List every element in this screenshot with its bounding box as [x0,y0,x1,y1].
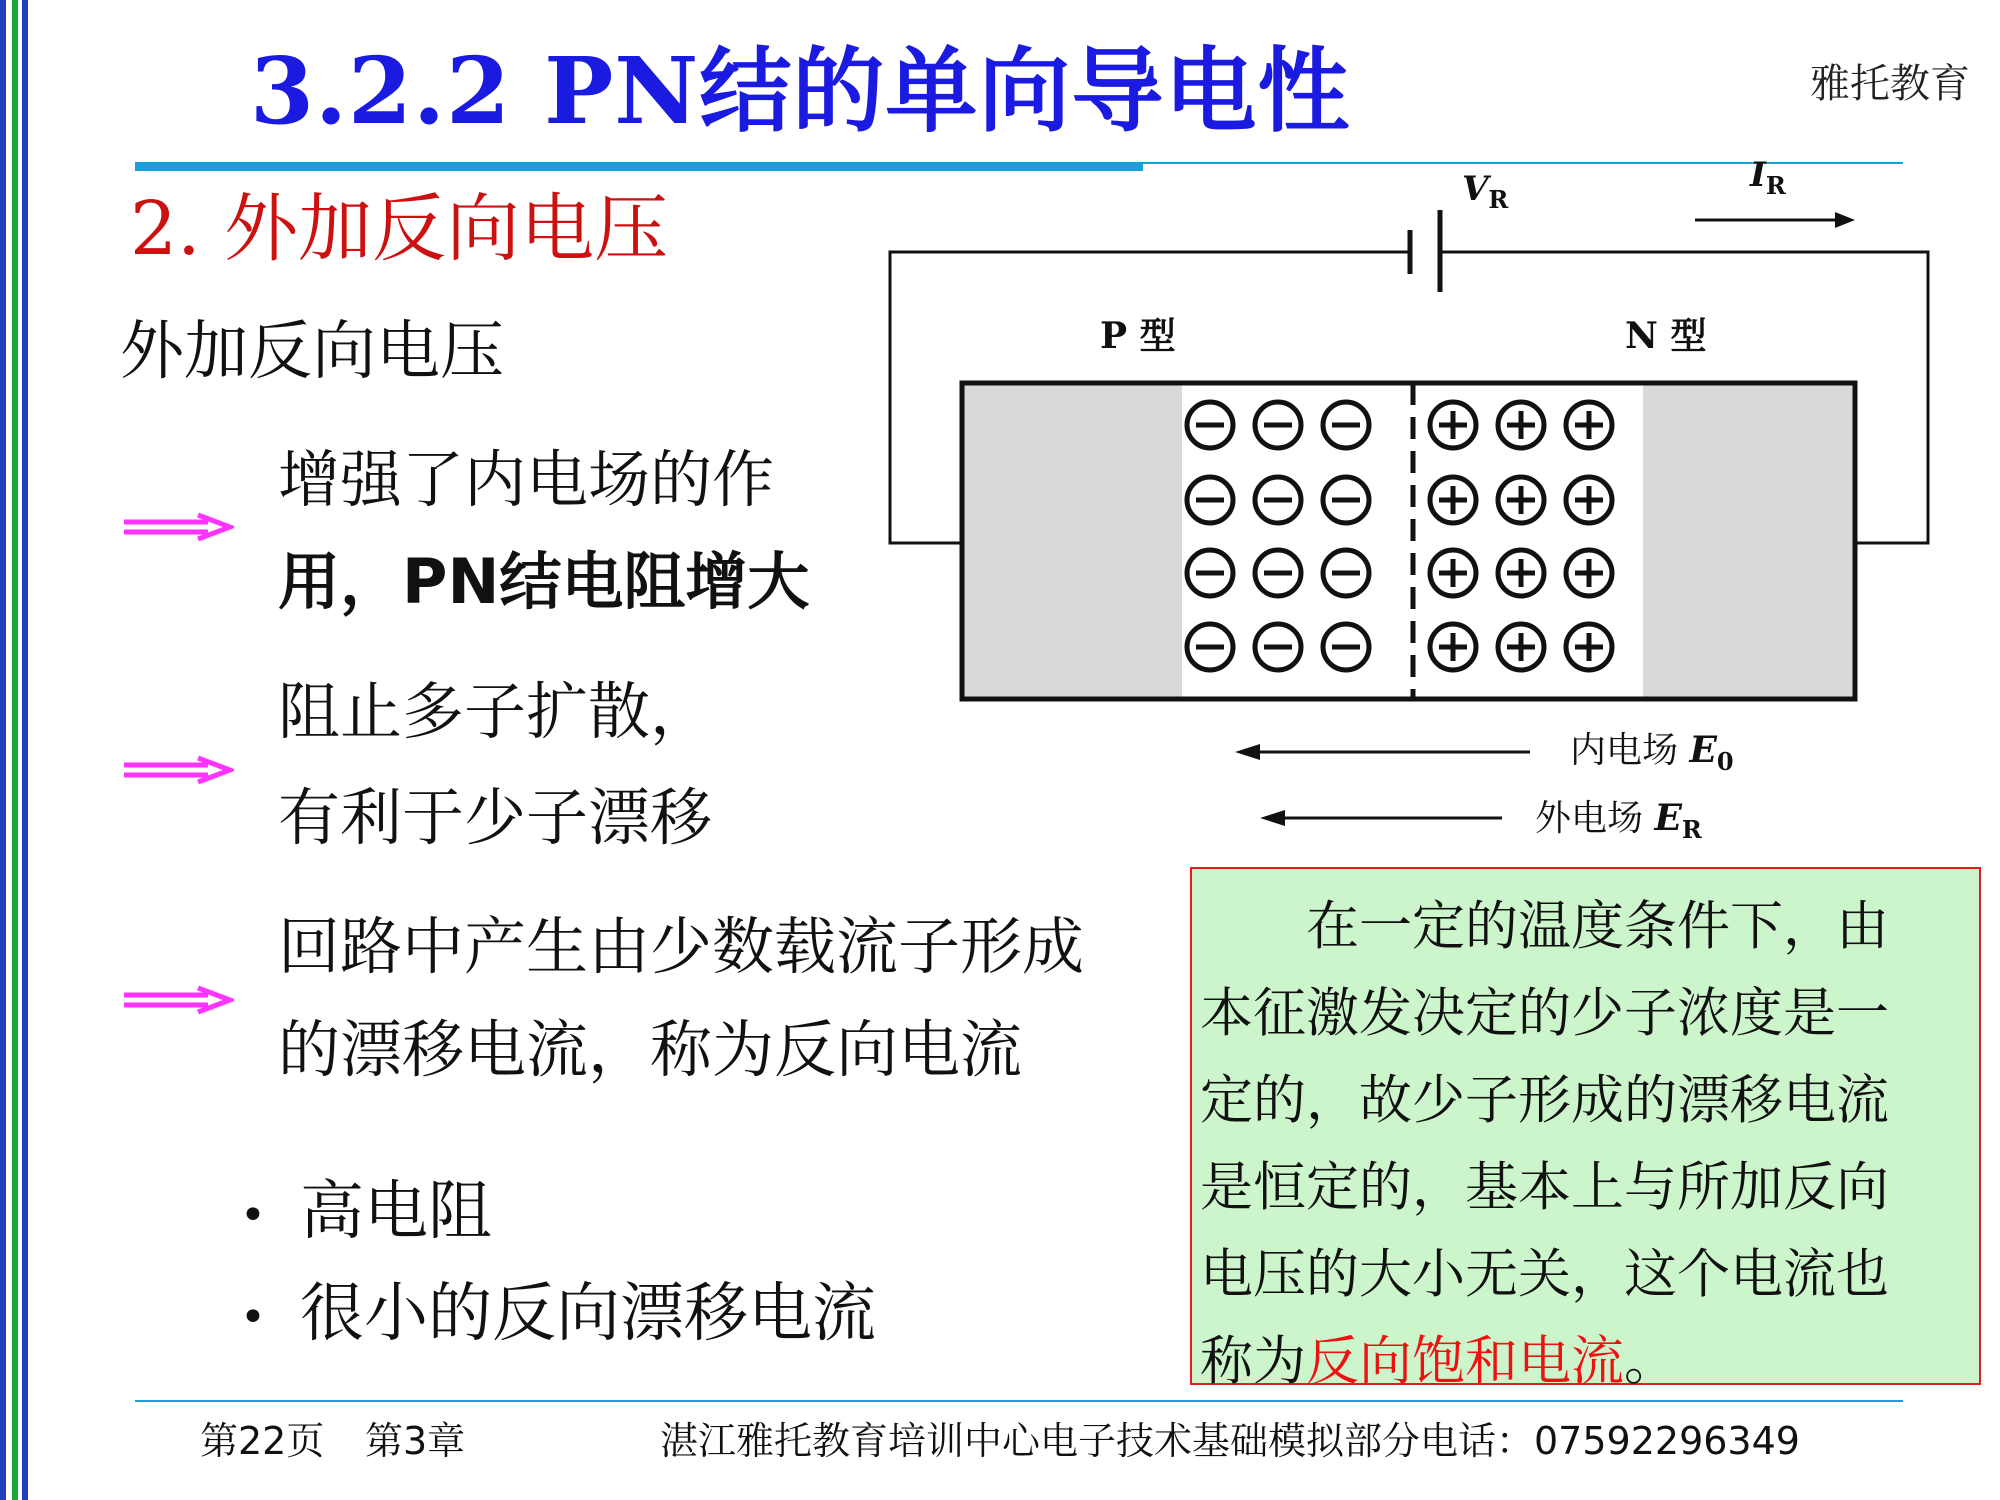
n-type-label: N 型 [1625,315,1707,357]
inner-field-arrow-head [1235,744,1260,760]
footer-org: 湛江雅托教育培训中心电子技术基础模拟部分电话：07592296349 [660,1419,1800,1463]
n-region [1643,383,1855,699]
point-3-line-1: 回路中产生由少数载流子形成 [278,910,1085,983]
left-bar-green [12,0,18,1500]
outer-field-label: 外电场 $E_R$ [1535,797,1702,844]
ir-label: $I_R$ [1750,155,1786,200]
note-highlight: 反向饱和电流 [1306,1331,1624,1392]
double-arrow-icon [122,985,234,1015]
p-region [962,383,1182,699]
note-line: 在一定的温度条件下，由 [1200,896,1889,957]
footer-chapter: 第3章 [365,1419,466,1463]
section-intro: 外加反向电压 [120,315,504,389]
note-box [1190,867,1981,1392]
inner-field-label: 内电场 $E_0$ [1570,729,1734,776]
left-bar-blue [0,0,6,1500]
footer-page: 第22页 [200,1419,325,1463]
pn-junction-diagram [880,150,1940,850]
note-line: 本征激发决定的少子浓度是一 [1200,983,1889,1044]
outer-field-arrow-head [1260,810,1285,826]
page-title: 3.2.2 PN结的单向导电性 [250,37,1351,145]
section-title: 2. 外加反向电压 [130,186,669,272]
footer-rule [135,1400,1903,1402]
p-type-label: P 型 [1100,315,1176,357]
point-2-line-2: 有利于少子漂移 [278,781,713,854]
double-arrow-icon [122,512,234,542]
bullet-dot-icon: • [240,1291,266,1343]
point-1-line-1: 增强了内电场的作 [278,443,775,516]
vr-label: $V_R$ [1462,169,1509,214]
note-line: 定的，故少子形成的漂移电流 [1200,1070,1889,1131]
note-line: 电压的大小无关，这个电流也 [1200,1244,1889,1305]
bullet-dot-icon: • [240,1189,266,1241]
bullet-item: • 很小的反向漂移电流 [240,1277,876,1351]
note-line: 是恒定的，基本上与所加反向 [1200,1157,1889,1218]
point-1-line-2: 用，PN结电阻增大 [278,545,810,618]
left-bar-blue-2 [22,0,28,1500]
point-3-line-2: 的漂移电流，称为反向电流 [278,1013,1023,1086]
current-arrow-head [1835,212,1855,228]
double-arrow-icon [122,755,234,785]
brand-label: 雅托教育 [1810,61,1970,107]
bullet-item: • 高电阻 [240,1175,492,1249]
note-line-last: 称为反向饱和电流。 [1200,1331,1677,1392]
point-2-line-1: 阻止多子扩散， [278,675,713,748]
